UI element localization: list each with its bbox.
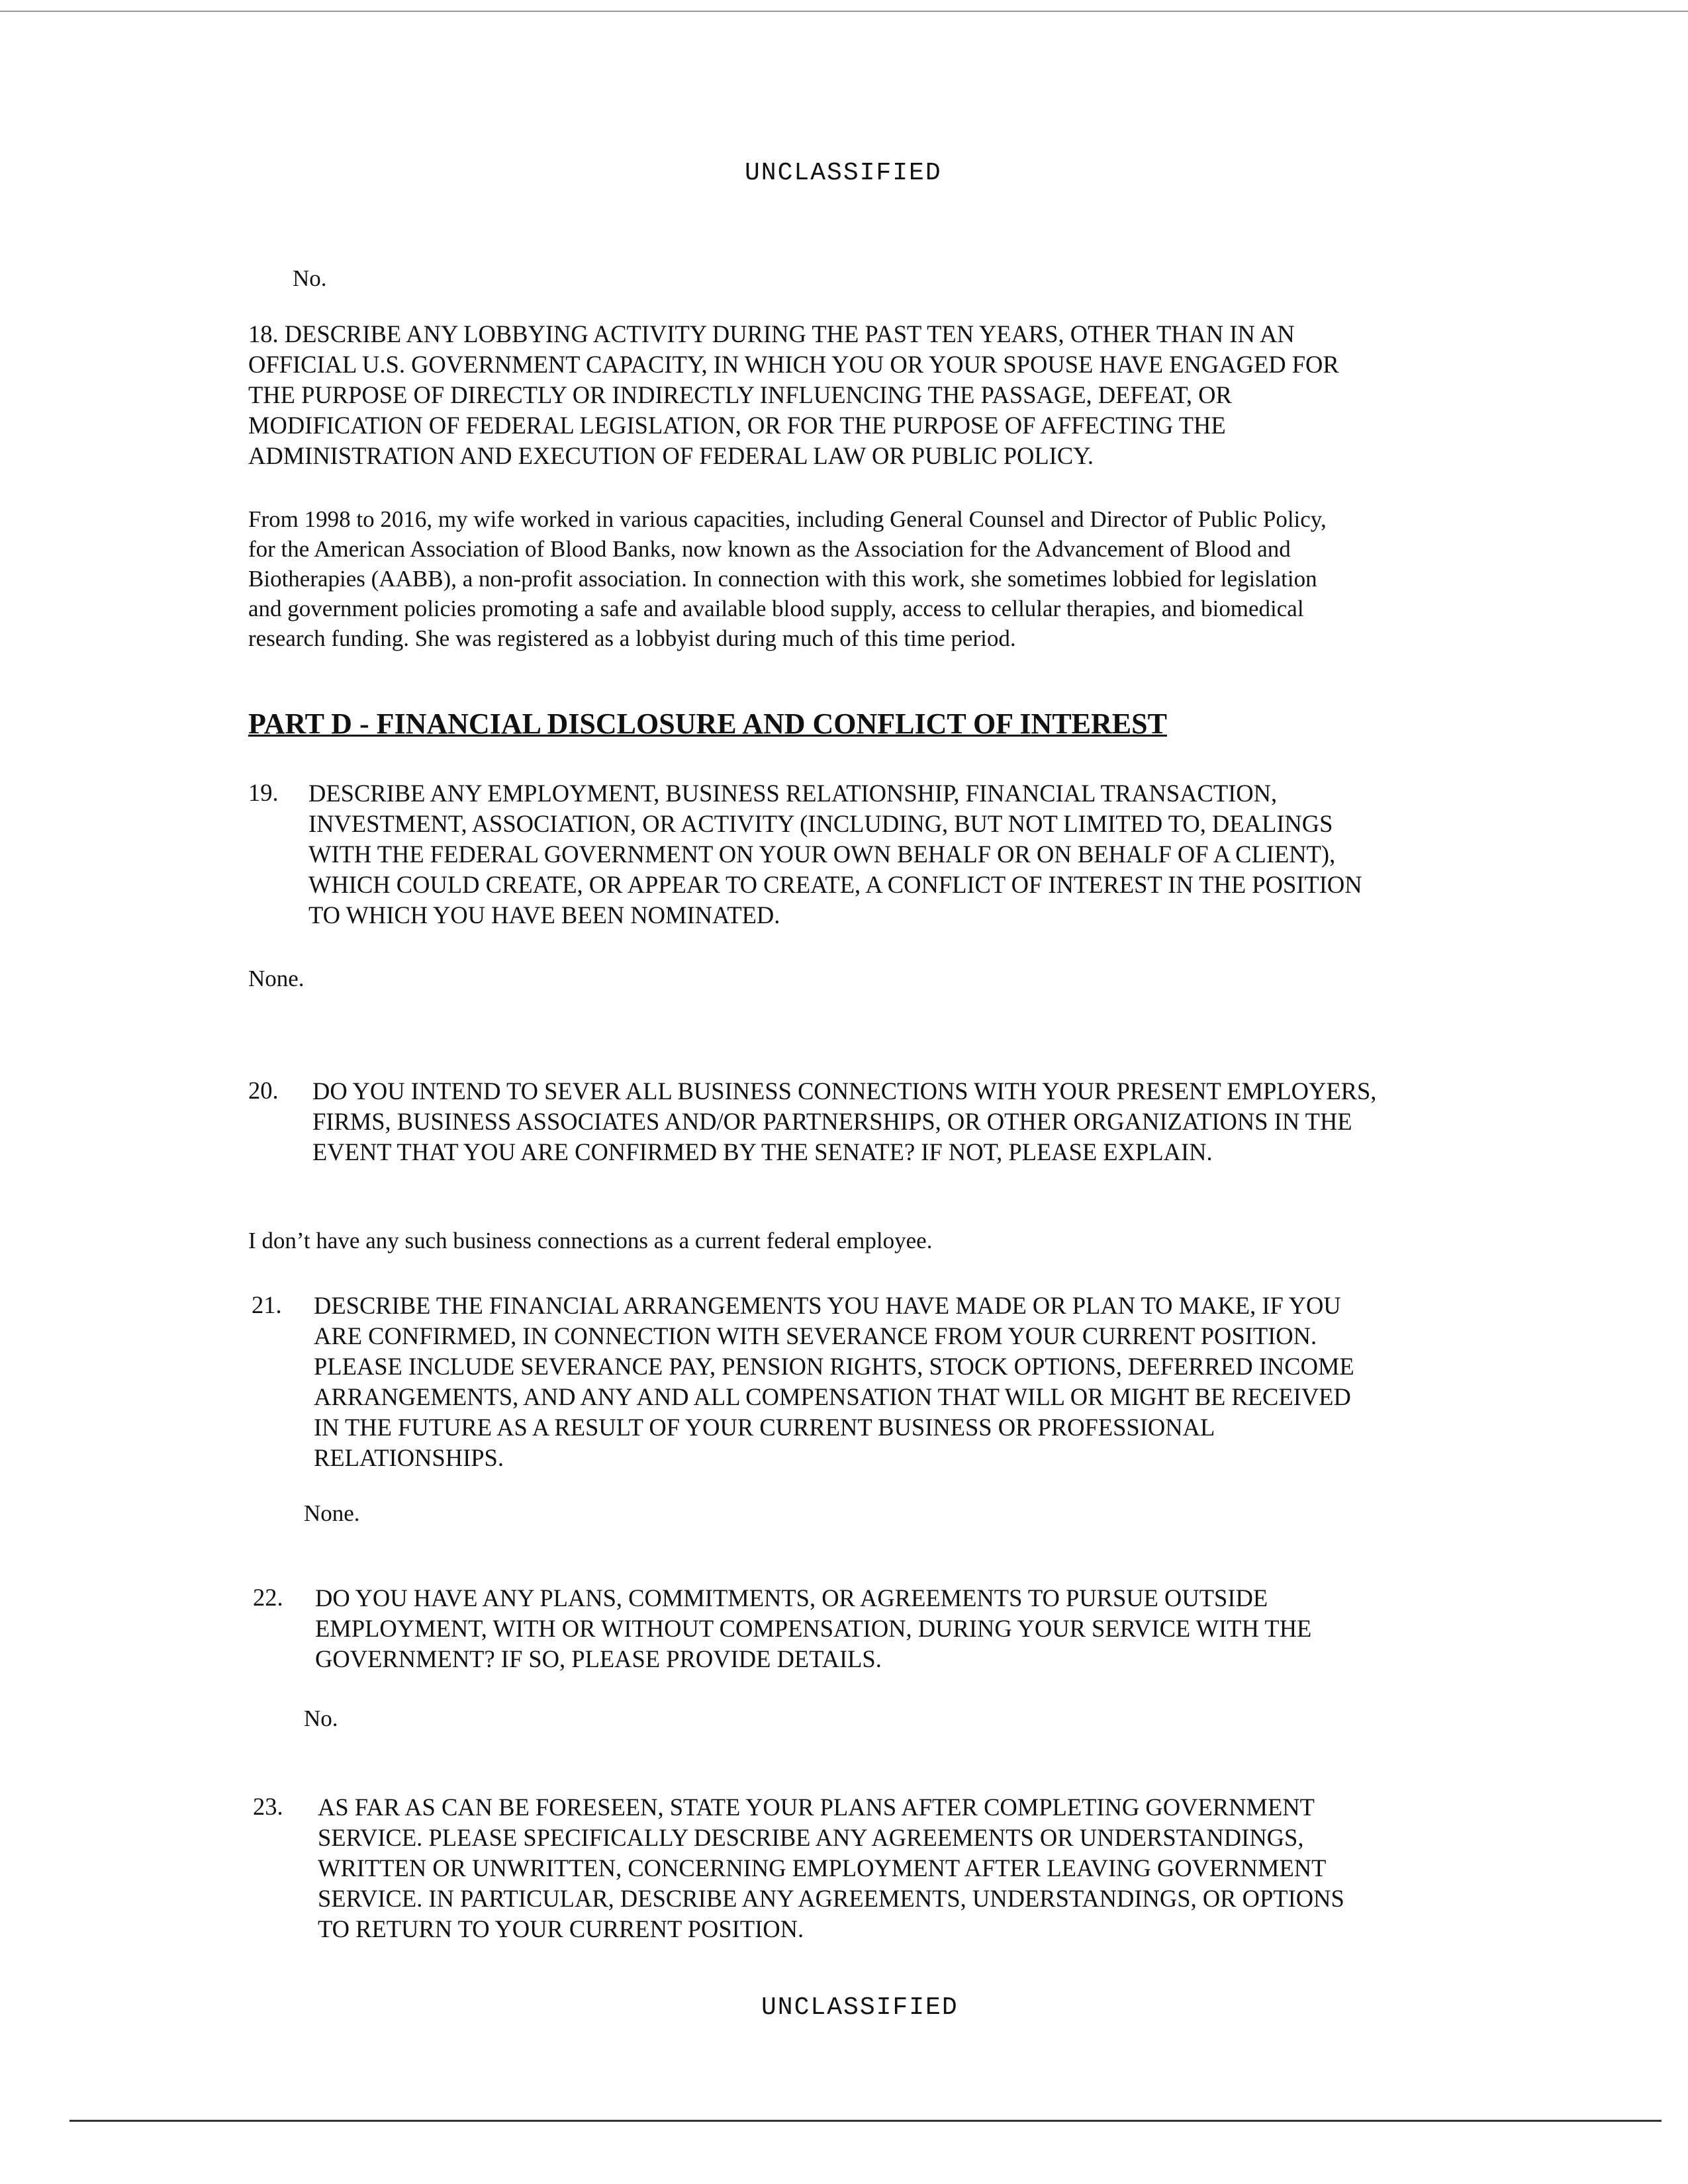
question-number: 18. (248, 320, 279, 347)
question-line: PLEASE INCLUDE SEVERANCE PAY, PENSION RIGHTS, STOCK OPTIONS, DEFERRED INCOME (314, 1353, 1354, 1380)
question-23-text (318, 1792, 1344, 1944)
answer-19: None. (248, 966, 305, 991)
bottom-scan-edge (70, 2120, 1662, 2122)
answer-17: No. (293, 265, 327, 291)
question-line: MODIFICATION OF FEDERAL LEGISLATION, OR FOR THE PURPOSE OF AFFECTING THE (248, 412, 1226, 439)
question-line: INVESTMENT, ASSOCIATION, OR ACTIVITY (INCLUDING, BUT NOT LIMITED TO, DEALINGS (308, 810, 1333, 837)
question-line: WHICH COULD CREATE, OR APPEAR TO CREATE, A CONFLICT OF INTEREST IN THE POSITION (308, 871, 1362, 898)
part-d-heading: PART D - FINANCIAL DISCLOSURE AND CONFLICT OF INTEREST (248, 707, 1167, 740)
question-22-number: 22. (253, 1584, 283, 1611)
question-line: FIRMS, BUSINESS ASSOCIATES AND/OR PARTNERSHIPS, OR OTHER ORGANIZATIONS IN THE (312, 1108, 1352, 1135)
classification-footer: UNCLASSIFIED (761, 1993, 959, 2022)
answer-20: I don’t have any such business connections as a current federal employee. (248, 1228, 933, 1253)
question-21-text (314, 1291, 1354, 1473)
question-line: DO YOU HAVE ANY PLANS, COMMITMENTS, OR AGREEMENTS TO PURSUE OUTSIDE (315, 1584, 1268, 1612)
answer-line: Biotherapies (AABB), a non-profit association. In connection with this work, she sometimes lobbied for legislation (248, 566, 1317, 592)
question-line: DESCRIBE ANY EMPLOYMENT, BUSINESS RELATIONSHIP, FINANCIAL TRANSACTION, (308, 780, 1278, 807)
question-line: WRITTEN OR UNWRITTEN, CONCERNING EMPLOYMENT AFTER LEAVING GOVERNMENT (318, 1854, 1327, 1882)
question-line: TO RETURN TO YOUR CURRENT POSITION. (318, 1915, 804, 1942)
question-line: THE PURPOSE OF DIRECTLY OR INDIRECTLY INFLUENCING THE PASSAGE, DEFEAT, OR (248, 381, 1232, 408)
answer-22: No. (304, 1706, 338, 1731)
answer-line: for the American Association of Blood Banks, now known as the Association for the Advancement of Blood and (248, 536, 1291, 562)
question-20-text (312, 1076, 1376, 1167)
question-line: EVENT THAT YOU ARE CONFIRMED BY THE SENATE? IF NOT, PLEASE EXPLAIN. (312, 1138, 1213, 1165)
question-18-text (248, 319, 1339, 471)
question-line: DESCRIBE THE FINANCIAL ARRANGEMENTS YOU HAVE MADE OR PLAN TO MAKE, IF YOU (314, 1292, 1341, 1319)
question-line: ARE CONFIRMED, IN CONNECTION WITH SEVERANCE FROM YOUR CURRENT POSITION. (314, 1322, 1317, 1349)
question-line: IN THE FUTURE AS A RESULT OF YOUR CURRENT BUSINESS OR PROFESSIONAL (314, 1414, 1215, 1441)
answer-line: and government policies promoting a safe and available blood supply, access to cellular therapies, and biomedical (248, 596, 1304, 621)
answer-line: From 1998 to 2016, my wife worked in various capacities, including General Counsel and Director of Public Policy, (248, 506, 1327, 532)
question-line: TO WHICH YOU HAVE BEEN NOMINATED. (308, 901, 780, 929)
question-19-number: 19. (248, 779, 279, 806)
question-line: OFFICIAL U.S. GOVERNMENT CAPACITY, IN WHICH YOU OR YOUR SPOUSE HAVE ENGAGED FOR (248, 351, 1339, 378)
answer-21: None. (304, 1500, 360, 1526)
answer-line: research funding. She was registered as a lobbyist during much of this time period. (248, 625, 1016, 651)
question-23-number: 23. (253, 1793, 283, 1820)
question-22-text (315, 1583, 1311, 1674)
question-line: RELATIONSHIPS. (314, 1444, 504, 1471)
question-line: EMPLOYMENT, WITH OR WITHOUT COMPENSATION, DURING YOUR SERVICE WITH THE (315, 1615, 1312, 1642)
question-line: GOVERNMENT? IF SO, PLEASE PROVIDE DETAILS. (315, 1645, 882, 1672)
question-line: SERVICE. PLEASE SPECIFICALLY DESCRIBE ANY AGREEMENTS OR UNDERSTANDINGS, (318, 1824, 1304, 1851)
question-20-number: 20. (248, 1077, 279, 1104)
question-line: SERVICE. IN PARTICULAR, DESCRIBE ANY AGREEMENTS, UNDERSTANDINGS, OR OPTIONS (318, 1885, 1344, 1912)
classification-header: UNCLASSIFIED (745, 159, 942, 187)
question-line: ARRANGEMENTS, AND ANY AND ALL COMPENSATION THAT WILL OR MIGHT BE RECEIVED (314, 1383, 1351, 1410)
answer-18 (248, 504, 1327, 653)
question-line: DO YOU INTEND TO SEVER ALL BUSINESS CONNECTIONS WITH YOUR PRESENT EMPLOYERS, (312, 1077, 1377, 1105)
question-line: WITH THE FEDERAL GOVERNMENT ON YOUR OWN BEHALF OR ON BEHALF OF A CLIENT), (308, 841, 1336, 868)
question-line: DESCRIBE ANY LOBBYING ACTIVITY DURING THE PAST TEN YEARS, OTHER THAN IN AN (284, 320, 1295, 347)
question-21-number: 21. (252, 1291, 282, 1318)
question-19-text (308, 778, 1362, 931)
question-line: AS FAR AS CAN BE FORESEEN, STATE YOUR PLANS AFTER COMPLETING GOVERNMENT (318, 1794, 1315, 1821)
top-scan-edge (0, 11, 1688, 12)
question-line: ADMINISTRATION AND EXECUTION OF FEDERAL LAW OR PUBLIC POLICY. (248, 442, 1094, 469)
